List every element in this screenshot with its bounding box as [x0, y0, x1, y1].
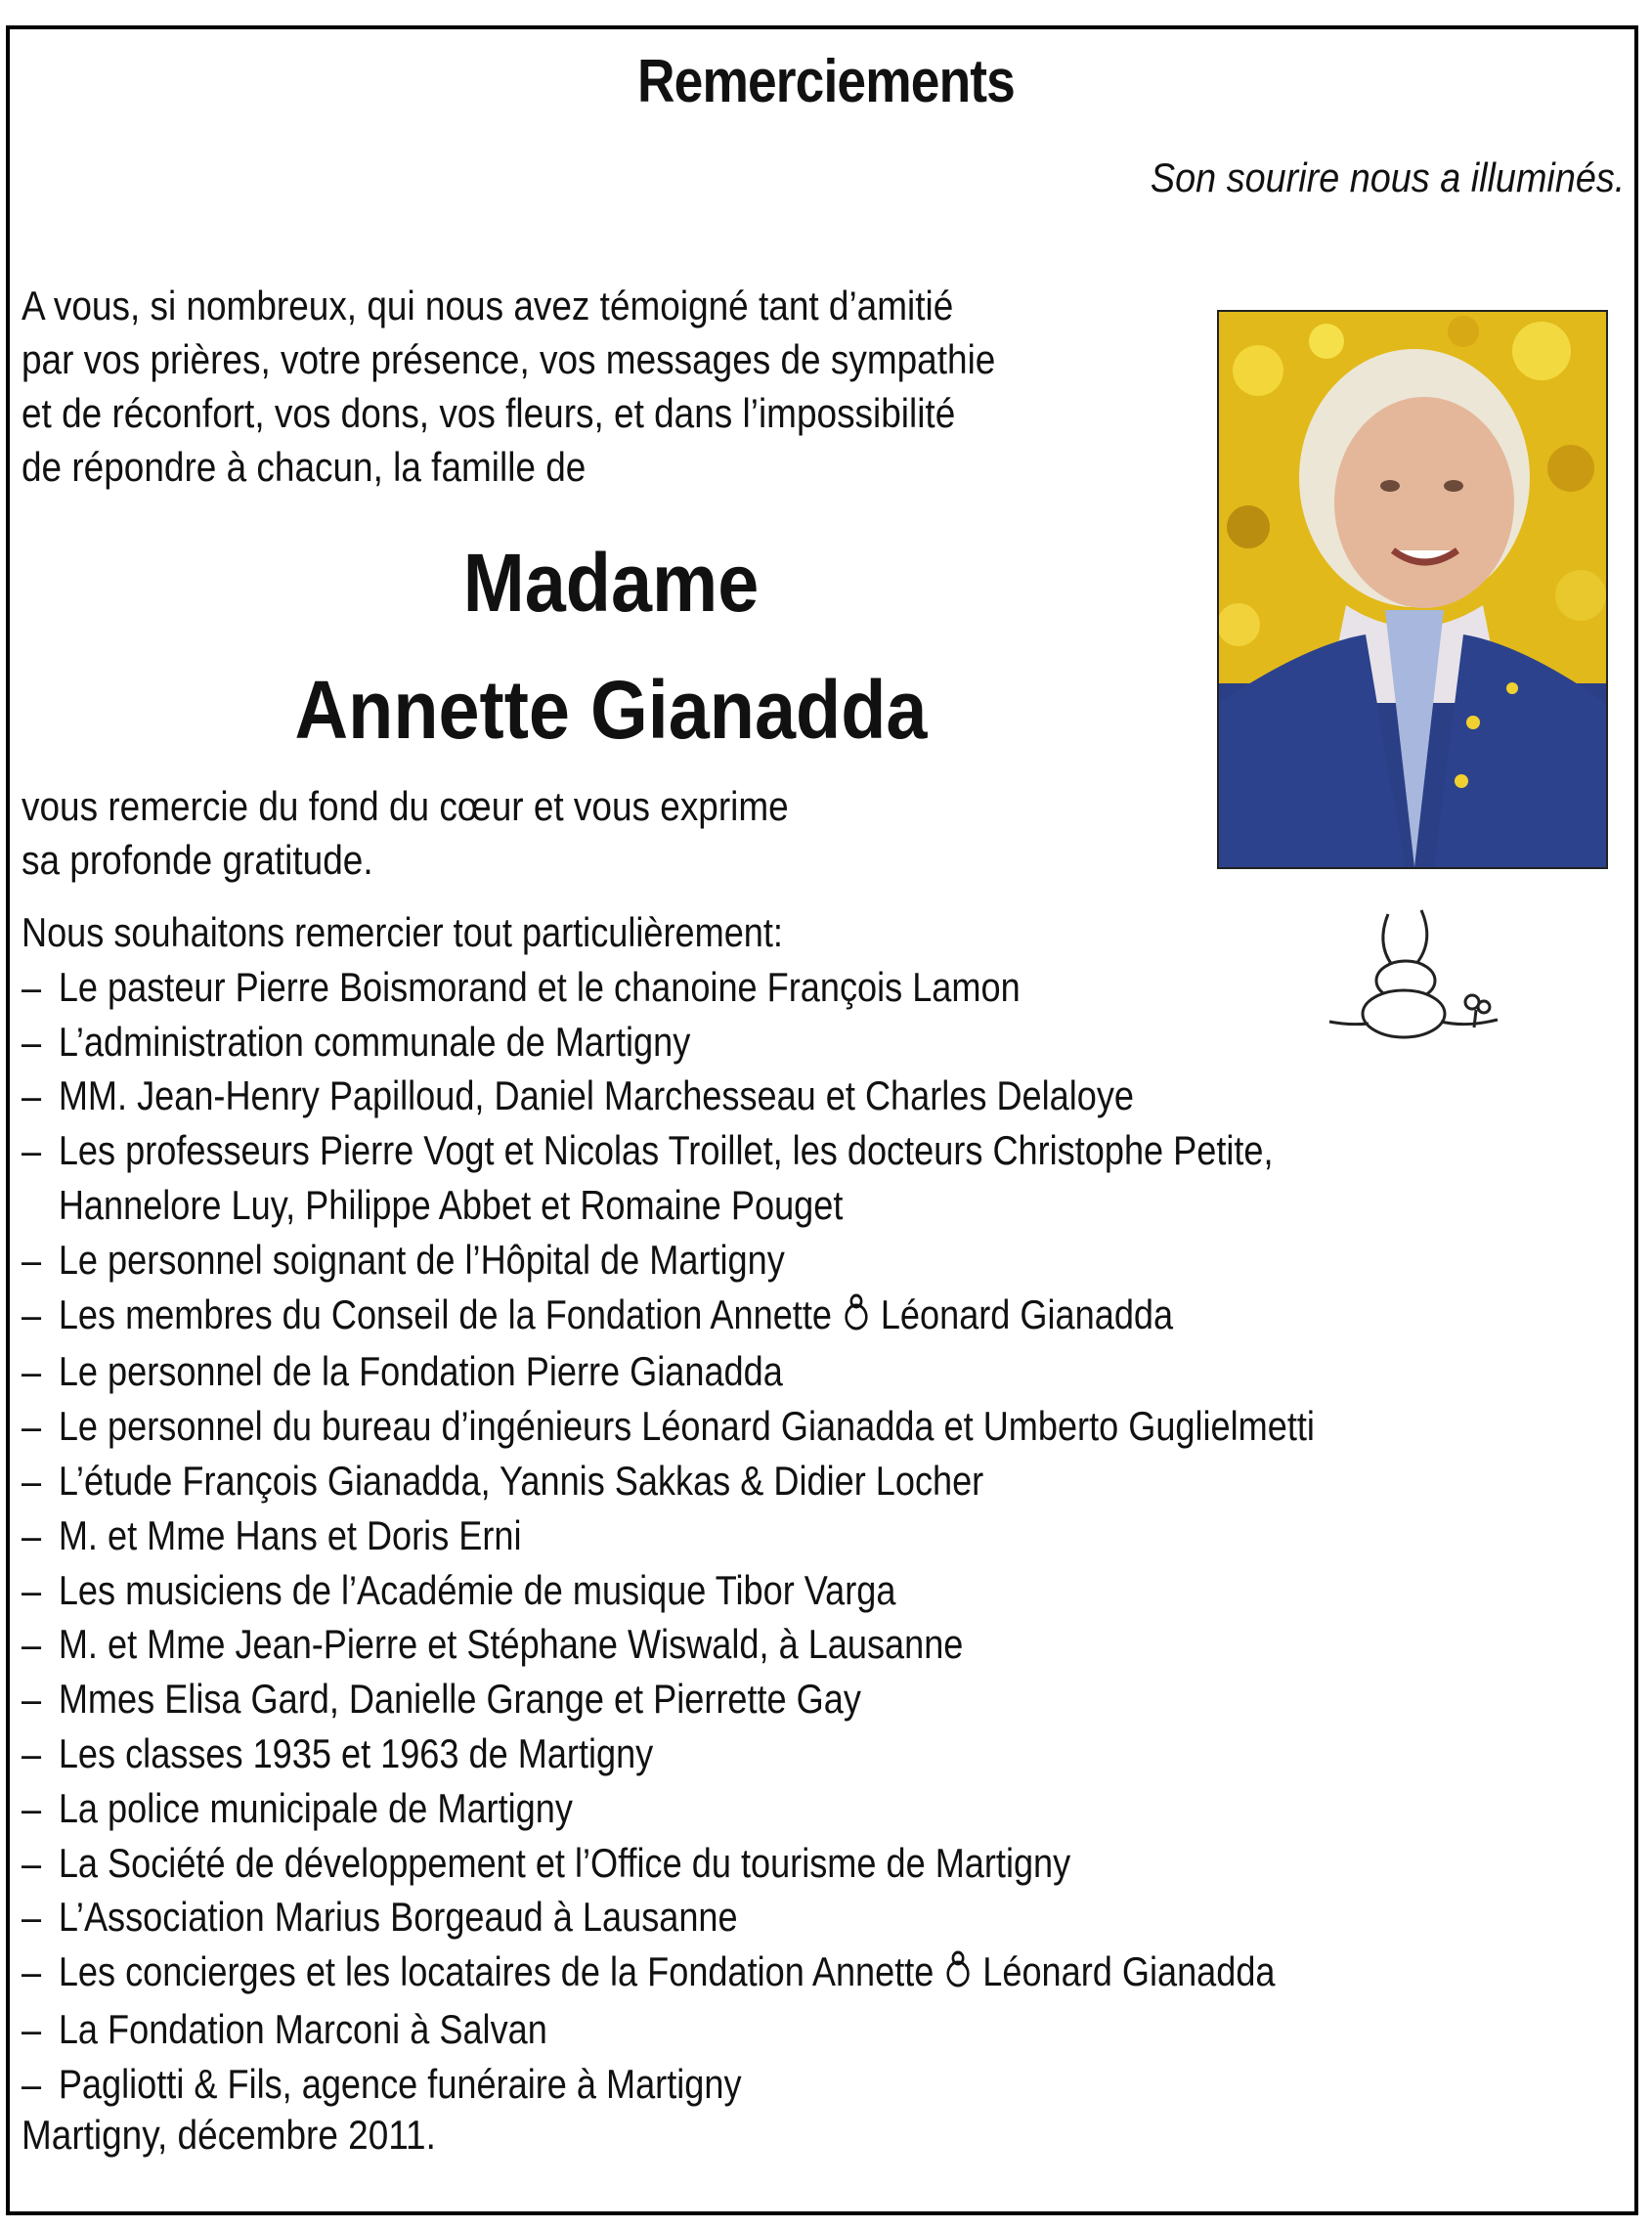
list-dash: –: [22, 1127, 42, 1174]
rings-symbol-icon: [842, 1290, 870, 1345]
list-item: [22, 1123, 1602, 1233]
list-item-text: MM. Jean-Henry Papilloud, Daniel Marchesseau et Charles Delaloye: [58, 1072, 1135, 1119]
list-item-text: L’administration communale de Martigny: [58, 1018, 691, 1065]
list-item-text: La Société de développement et l’Office du tourisme de Martigny: [58, 1839, 1071, 1886]
list-item: [22, 1344, 1602, 1399]
list-dash: –: [22, 1566, 42, 1613]
intro-line: et de réconfort, vos dons, vos fleurs, et dans l’impossibilité: [22, 390, 956, 436]
list-dash: –: [22, 1511, 42, 1558]
list-item-text-after: Léonard Gianadda: [982, 1948, 1276, 1995]
list-item: [22, 2057, 1602, 2112]
list-dash: –: [22, 1457, 42, 1504]
list-item-text-before: Les concierges et les locataires de la Fondation Annette: [58, 1948, 935, 1995]
list-item: [22, 1015, 1602, 1070]
list-item-text: Les musiciens de l’Académie de musique Tibor Varga: [58, 1566, 896, 1613]
portrait-illustration: [1219, 312, 1606, 867]
list-item-text: [59, 1945, 1276, 2002]
deceased-title: Madame: [462, 537, 760, 629]
list-dash: –: [22, 1018, 42, 1065]
list-item-text-before: Les membres du Conseil de la Fondation Annette: [58, 1290, 832, 1337]
list-item-text: Pagliotti & Fils, agence funéraire à Martigny: [58, 2060, 742, 2107]
motto: Son sourire nous a illuminés.: [1150, 154, 1625, 200]
list-item-text: Les professeurs Pierre Vogt et Nicolas Troillet, les docteurs Christophe Petite, Hannelore Luy, Philippe Abbet et Romaine Pouget: [58, 1127, 1274, 1228]
list-item: [22, 1563, 1602, 1618]
list-dash: –: [22, 1839, 42, 1886]
list-item-text: Les classes 1935 et 1963 de Martigny: [58, 1729, 654, 1776]
gratitude-line: sa profonde gratitude.: [22, 837, 373, 883]
deceased-name: Annette Gianadda: [294, 664, 928, 756]
list-item-text: M. et Mme Hans et Doris Erni: [58, 1511, 522, 1558]
list-item: [22, 1233, 1602, 1288]
list-item: [22, 1836, 1602, 1891]
list-item-text: Le pasteur Pierre Boismorand et le chanoine François Lamon: [58, 963, 1021, 1010]
gratitude-line: vous remercie du fond du cœur et vous exprime: [22, 783, 789, 829]
list-dash: –: [22, 1348, 42, 1395]
list-dash: –: [22, 1676, 42, 1723]
list-dash: –: [22, 1729, 42, 1776]
list-item: [22, 1945, 1602, 2002]
list-item: [22, 1454, 1602, 1508]
list-item: [22, 1288, 1602, 1345]
list-item-text: La police municipale de Martigny: [58, 1784, 573, 1831]
list-item: [22, 2002, 1602, 2057]
list-dash: –: [22, 1290, 42, 1337]
list-item-text: L’étude François Gianadda, Yannis Sakkas & Didier Locher: [58, 1457, 984, 1504]
list-item: [22, 1672, 1602, 1726]
list-item: [22, 1399, 1602, 1454]
list-dash: –: [22, 1403, 42, 1450]
notice-title: Remerciements: [637, 48, 1015, 115]
list-item-text: Le personnel du bureau d’ingénieurs Léonard Gianadda et Umberto Guglielmetti: [58, 1403, 1315, 1450]
list-dash: –: [22, 2005, 42, 2052]
place-date: Martigny, décembre 2011.: [22, 2112, 436, 2158]
list-item-text: M. et Mme Jean-Pierre et Stéphane Wiswald, à Lausanne: [58, 1621, 964, 1668]
intro-line: de répondre à chacun, la famille de: [22, 444, 587, 490]
list-item-text: Le personnel soignant de l’Hôpital de Martigny: [58, 1236, 785, 1283]
list-item: [22, 1890, 1602, 1945]
list-item: [22, 1726, 1602, 1781]
list-item: [22, 960, 1602, 1015]
list-dash: –: [22, 963, 42, 1010]
intro-paragraph: [22, 279, 1097, 494]
list-dash: –: [22, 1236, 42, 1283]
list-dash: –: [22, 1621, 42, 1668]
list-item-text: Le personnel de la Fondation Pierre Gianadda: [58, 1348, 783, 1395]
list-item-text: La Fondation Marconi à Salvan: [58, 2005, 547, 2052]
rings-symbol-icon: [944, 1947, 973, 2002]
list-item: [22, 1069, 1602, 1123]
gratitude-paragraph: [22, 779, 1097, 887]
list-item-text: [59, 1288, 1173, 1345]
thanks-lead: Nous souhaitons remercier tout particulièrement:: [22, 909, 783, 955]
list-item-text: L’Association Marius Borgeaud à Lausanne: [58, 1894, 738, 1941]
thanks-list: [22, 905, 1602, 2112]
list-item-text-after: Léonard Gianadda: [880, 1290, 1174, 1337]
list-dash: –: [22, 2060, 42, 2107]
intro-line: par vos prières, votre présence, vos messages de sympathie: [22, 336, 996, 382]
list-item: [22, 1617, 1602, 1672]
list-dash: –: [22, 1072, 42, 1119]
list-item: [22, 1781, 1602, 1836]
list-dash: –: [22, 1784, 42, 1831]
list-item: [22, 1508, 1602, 1563]
list-dash: –: [22, 1894, 42, 1941]
intro-line: A vous, si nombreux, qui nous avez témoigné tant d’amitié: [22, 283, 954, 328]
list-dash: –: [22, 1948, 42, 1995]
list-item-text: Mmes Elisa Gard, Danielle Grange et Pierrette Gay: [58, 1676, 861, 1723]
portrait-photo: [1217, 310, 1608, 869]
